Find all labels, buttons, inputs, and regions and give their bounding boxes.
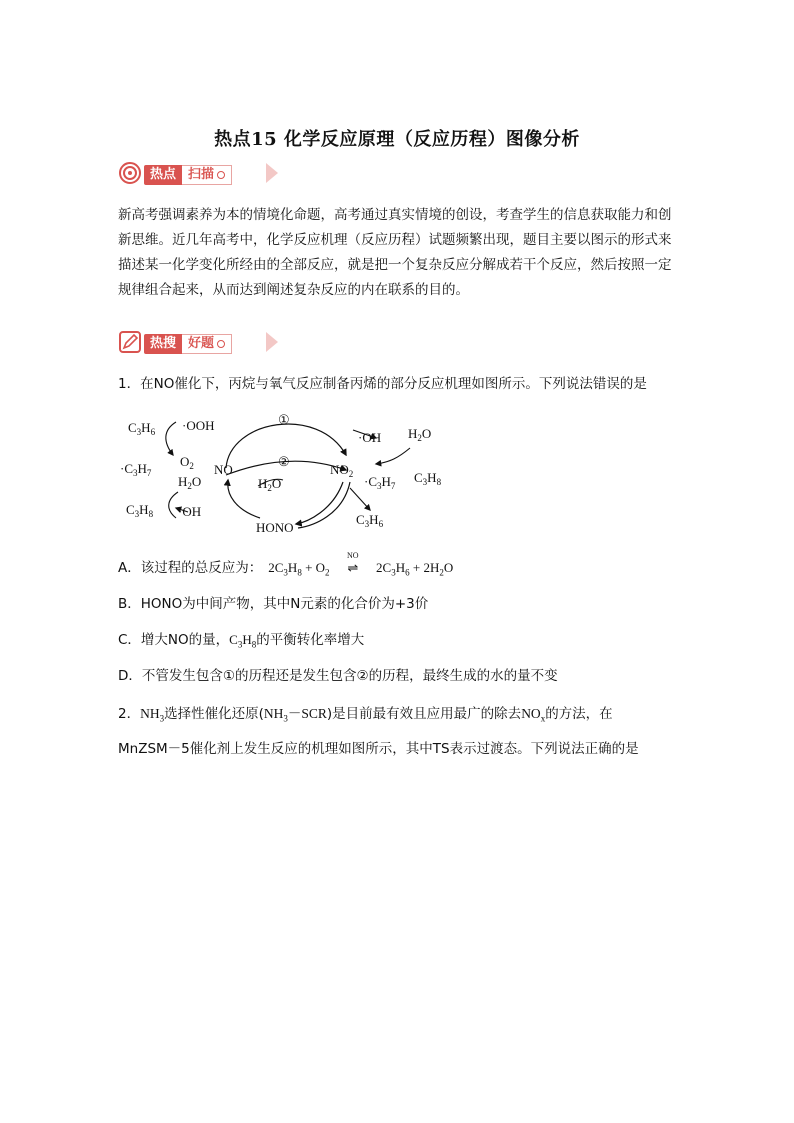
reaction-mechanism-diagram [118, 400, 458, 540]
species-hono: HONO [256, 520, 294, 535]
species-c3h8-right: $C_3H_8$ [414, 470, 442, 487]
species-oh-left: ·OH [178, 504, 202, 519]
cycle-arrow-3 [296, 482, 343, 524]
species-c3h6-bottomright: $C_3H_6$ [356, 512, 384, 529]
banner-right-text: 扫描 [182, 165, 232, 185]
species-ooh: ·OOH [182, 418, 215, 433]
target-icon [118, 161, 142, 185]
dot-icon [217, 171, 225, 179]
cycle-arrow-4 [228, 480, 260, 518]
question-1-stem: 1．在NO催化下，丙烷与氧气反应制备丙烯的部分反应机理如图所示。下列说法错误的是 [118, 376, 647, 392]
species-oh-right: ·OH [358, 430, 382, 445]
species-h2o-left: $H_2O$ [178, 474, 202, 491]
option-c: C．增大NO的量，$C_3H_8$的平衡转化率增大 [118, 632, 365, 650]
side-arrow-tl [166, 422, 176, 455]
side-arrow-br [350, 488, 370, 510]
option-d: D．不管发生包含①的历程还是发生包含②的历程，最终生成的水的量不变 [118, 668, 558, 684]
side-arrow-bl [169, 492, 178, 518]
banner-arrow-icon [266, 332, 278, 352]
banner-left-text: 热点 [144, 165, 182, 185]
species-h2o-middle: $H_2O$ [258, 476, 282, 493]
species-h2o-right: $H_2O$ [408, 426, 432, 443]
option-b: B．HONO为中间产物，其中N元素的化合价为+3价 [118, 596, 429, 612]
step-label-1: ① [278, 412, 290, 427]
intro-paragraph: 新高考强调素养为本的情境化命题，高考通过真实情境的创设，考查学生的信息获取能力和创新思维。近几年高考中，化学反应机理（反应历程）试题频繁出现，题目主要以图示的形式来描述某一化学变化所经由的全部反应，就是把一个复杂反应分解成若干个反应，然后按照一定规律组合起来，从而达到阐述复杂反应的内在联系的目的。 [118, 207, 672, 298]
banner-left-text: 热搜 [144, 334, 182, 354]
page-title: 热点15 化学反应原理（反应历程）图像分析 [214, 129, 580, 150]
banner-arrow-icon [266, 163, 278, 183]
banner-tag [144, 163, 232, 183]
species-c3h7-right: $\cdot C_3H_7$ [364, 474, 396, 491]
step-label-2: ② [278, 454, 290, 469]
option-a: A．该过程的总反应为： $2C_3H_8 + O_2$ NO ⇌ $2C_3H_6 + 2H_2O$ [118, 551, 454, 578]
pencil-icon [118, 330, 142, 354]
question-2-stem: 2．$NH_3$选择性催化还原$(NH_3-SCR)$是目前最有效且应用最广的除去$NO_x$的方法，在 [118, 706, 613, 724]
catalyst-arrow: NO ⇌ [347, 551, 359, 575]
species-o2: $O_2$ [180, 454, 194, 471]
species-no: NO [214, 462, 233, 477]
dot-icon [217, 340, 225, 348]
section-banner-hot-search [118, 329, 278, 355]
banner-right-text: 好题 [182, 334, 232, 354]
species-no2: $NO_2$ [330, 462, 354, 479]
banner-tag [144, 332, 232, 352]
species-c3h8-left: $C_3H_8$ [126, 502, 154, 519]
species-c3h7-left: $\cdot C_3H_7$ [120, 461, 152, 478]
species-c3h6-topleft: $C_3H_6$ [128, 420, 156, 437]
section-banner-hot-scan [118, 160, 278, 186]
side-arrow-tr [376, 448, 410, 464]
question-2-stem-line2: MnZSM－5催化剂上发生反应的机理如图所示，其中TS表示过渡态。下列说法正确的是 [118, 741, 639, 757]
